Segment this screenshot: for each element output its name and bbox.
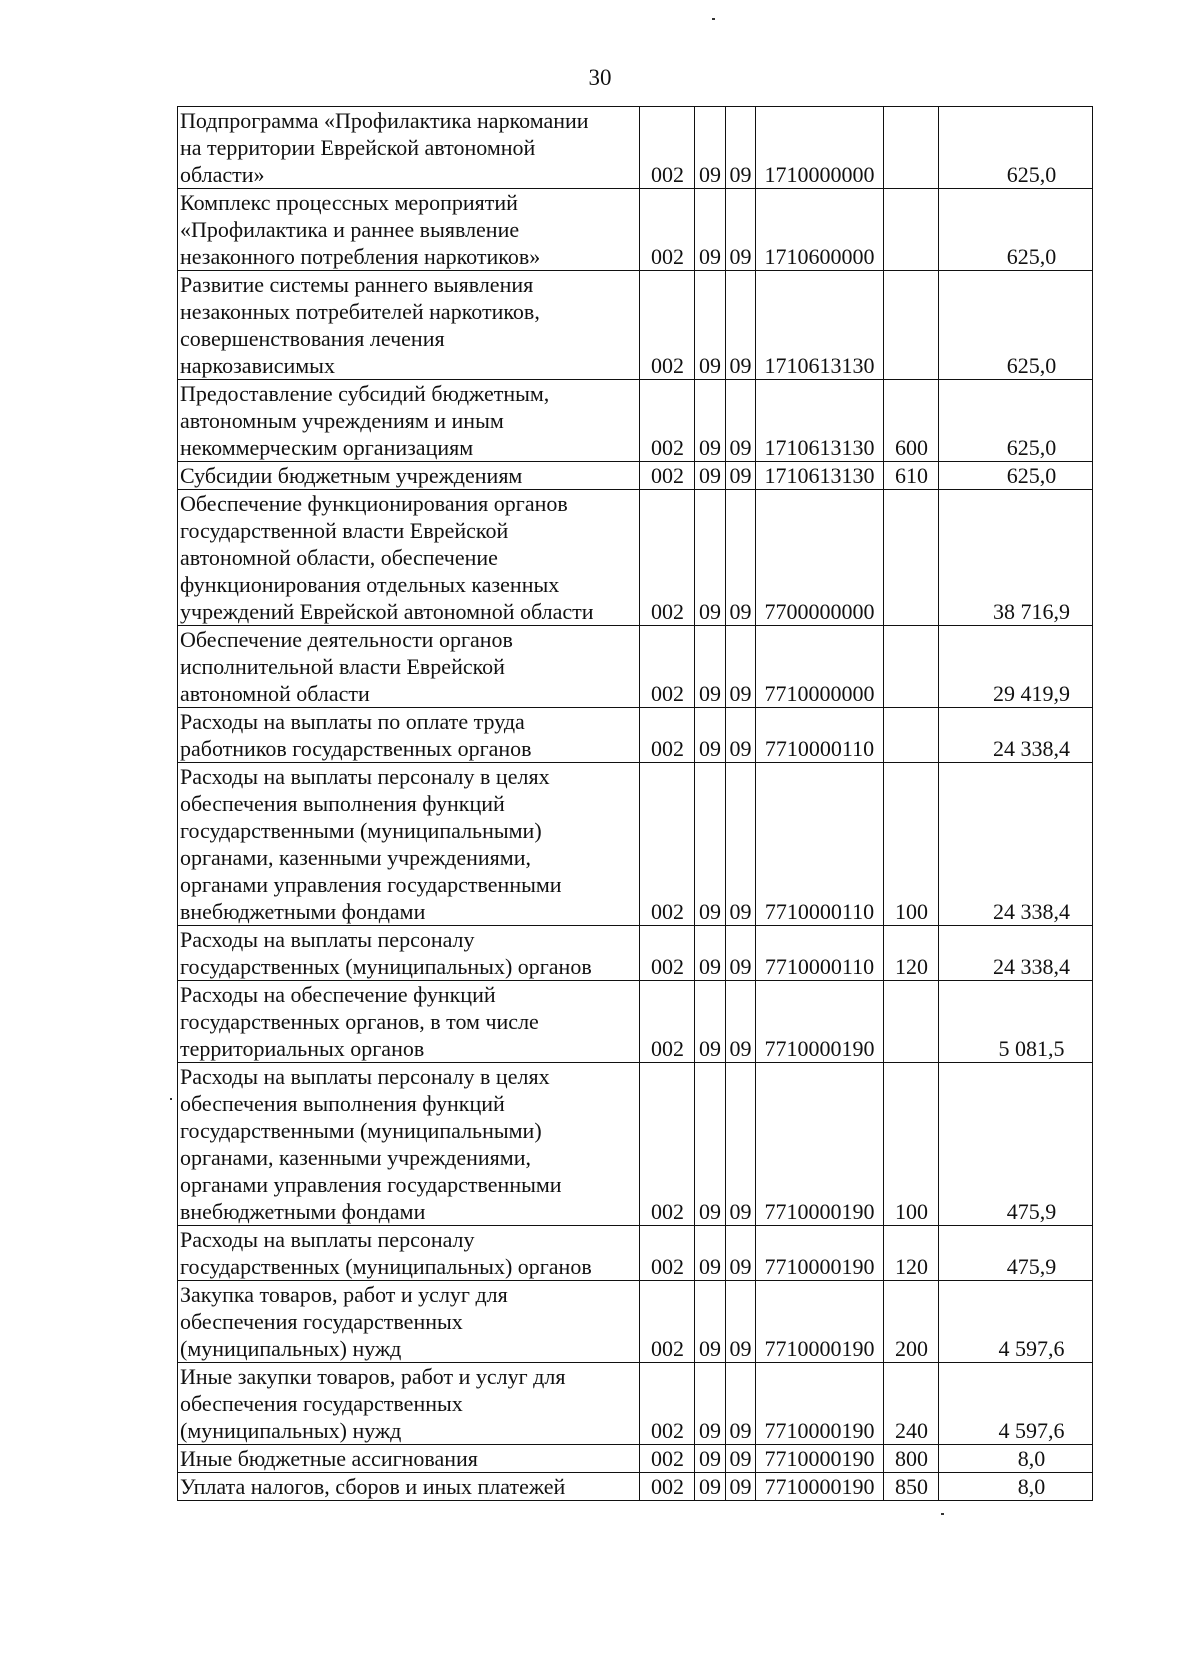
cell-subsection: 09 bbox=[726, 763, 756, 926]
cell-org-code: 002 bbox=[640, 926, 695, 981]
cell-amount: 475,9 bbox=[939, 1063, 1093, 1226]
name-line: обеспечения государственных bbox=[180, 1391, 463, 1416]
cell-expense-type: 850 bbox=[884, 1473, 939, 1501]
cell-target-article: 1710613130 bbox=[756, 380, 884, 462]
cell-amount: 38 716,9 bbox=[939, 490, 1093, 626]
cell-amount: 625,0 bbox=[939, 380, 1093, 462]
cell-name bbox=[178, 763, 640, 926]
table-row bbox=[178, 1226, 1093, 1281]
cell-org-code: 002 bbox=[640, 1363, 695, 1445]
cell-org-code: 002 bbox=[640, 107, 695, 189]
cell-name bbox=[178, 189, 640, 271]
cell-amount: 24 338,4 bbox=[939, 926, 1093, 981]
name-line: обеспечения выполнения функций bbox=[180, 1091, 505, 1116]
table-row bbox=[178, 462, 1093, 490]
cell-org-code: 002 bbox=[640, 490, 695, 626]
cell-section: 09 bbox=[695, 1063, 726, 1226]
name-line: Обеспечение деятельности органов bbox=[180, 627, 513, 652]
name-line: Развитие системы раннего выявления bbox=[180, 272, 534, 297]
cell-amount: 625,0 bbox=[939, 107, 1093, 189]
cell-expense-type: 100 bbox=[884, 1063, 939, 1226]
cell-section: 09 bbox=[695, 981, 726, 1063]
table-row bbox=[178, 1473, 1093, 1501]
cell-target-article: 7710000190 bbox=[756, 1063, 884, 1226]
table-body bbox=[178, 107, 1093, 1501]
cell-amount: 29 419,9 bbox=[939, 626, 1093, 708]
cell-target-article: 7710000110 bbox=[756, 763, 884, 926]
cell-section: 09 bbox=[695, 1445, 726, 1473]
cell-org-code: 002 bbox=[640, 380, 695, 462]
table-row bbox=[178, 1063, 1093, 1226]
cell-name bbox=[178, 1226, 640, 1281]
name-line: государственными (муниципальными) bbox=[180, 818, 542, 843]
cell-name bbox=[178, 1363, 640, 1445]
cell-section: 09 bbox=[695, 490, 726, 626]
page-number: 30 bbox=[588, 65, 612, 90]
cell-section: 09 bbox=[695, 271, 726, 380]
table-row bbox=[178, 708, 1093, 763]
cell-amount: 24 338,4 bbox=[939, 763, 1093, 926]
cell-name bbox=[178, 1281, 640, 1363]
cell-expense-type bbox=[884, 981, 939, 1063]
cell-expense-type: 100 bbox=[884, 763, 939, 926]
name-line: автономной области, обеспечение bbox=[180, 545, 498, 570]
scan-speck bbox=[941, 1513, 944, 1515]
name-line: обеспечения государственных bbox=[180, 1309, 463, 1334]
table-row bbox=[178, 490, 1093, 626]
cell-name bbox=[178, 380, 640, 462]
name-line: Расходы на выплаты персоналу в целях bbox=[180, 764, 550, 789]
cell-org-code: 002 bbox=[640, 708, 695, 763]
cell-subsection: 09 bbox=[726, 107, 756, 189]
table-row bbox=[178, 1363, 1093, 1445]
cell-name bbox=[178, 926, 640, 981]
name-line: внебюджетными фондами bbox=[180, 1199, 426, 1224]
cell-expense-type bbox=[884, 490, 939, 626]
cell-org-code: 002 bbox=[640, 1281, 695, 1363]
name-line: Предоставление субсидий бюджетным, bbox=[180, 381, 550, 406]
name-line: функционирования отдельных казенных bbox=[180, 572, 560, 597]
cell-subsection: 09 bbox=[726, 1473, 756, 1501]
cell-org-code: 002 bbox=[640, 1473, 695, 1501]
cell-target-article: 7700000000 bbox=[756, 490, 884, 626]
cell-subsection: 09 bbox=[726, 462, 756, 490]
cell-expense-type: 120 bbox=[884, 926, 939, 981]
table-row bbox=[178, 981, 1093, 1063]
cell-amount: 5 081,5 bbox=[939, 981, 1093, 1063]
name-line: исполнительной власти Еврейской bbox=[180, 654, 505, 679]
name-line: территориальных органов bbox=[180, 1036, 425, 1061]
name-line: незаконных потребителей наркотиков, bbox=[180, 299, 540, 324]
cell-expense-type bbox=[884, 271, 939, 380]
cell-expense-type bbox=[884, 107, 939, 189]
cell-target-article: 7710000190 bbox=[756, 1226, 884, 1281]
name-line: (муниципальных) нужд bbox=[180, 1336, 402, 1361]
cell-target-article: 7710000190 bbox=[756, 981, 884, 1063]
cell-target-article: 1710000000 bbox=[756, 107, 884, 189]
scan-speck bbox=[712, 18, 715, 20]
cell-org-code: 002 bbox=[640, 462, 695, 490]
cell-amount: 625,0 bbox=[939, 462, 1093, 490]
name-line: «Профилактика и раннее выявление bbox=[180, 217, 520, 242]
name-line: автономным учреждениям и иным bbox=[180, 408, 504, 433]
cell-amount: 475,9 bbox=[939, 1226, 1093, 1281]
cell-subsection: 09 bbox=[726, 1226, 756, 1281]
cell-subsection: 09 bbox=[726, 626, 756, 708]
cell-amount: 4 597,6 bbox=[939, 1363, 1093, 1445]
cell-expense-type: 200 bbox=[884, 1281, 939, 1363]
cell-section: 09 bbox=[695, 926, 726, 981]
cell-amount: 625,0 bbox=[939, 189, 1093, 271]
cell-target-article: 7710000190 bbox=[756, 1363, 884, 1445]
name-line: Подпрограмма «Профилактика наркомании bbox=[180, 108, 589, 133]
cell-org-code: 002 bbox=[640, 271, 695, 380]
cell-org-code: 002 bbox=[640, 1063, 695, 1226]
name-line: совершенствования лечения bbox=[180, 326, 445, 351]
table-row bbox=[178, 380, 1093, 462]
name-line: автономной области bbox=[180, 681, 370, 706]
cell-target-article: 1710613130 bbox=[756, 462, 884, 490]
cell-amount: 4 597,6 bbox=[939, 1281, 1093, 1363]
cell-subsection: 09 bbox=[726, 708, 756, 763]
cell-target-article: 1710600000 bbox=[756, 189, 884, 271]
cell-subsection: 09 bbox=[726, 271, 756, 380]
name-line: (муниципальных) нужд bbox=[180, 1418, 402, 1443]
name-line: Закупка товаров, работ и услуг для bbox=[180, 1282, 508, 1307]
name-line: Расходы на выплаты персоналу в целях bbox=[180, 1064, 550, 1089]
name-line: Расходы на выплаты персоналу bbox=[180, 1227, 475, 1252]
budget-table bbox=[177, 106, 1093, 1501]
name-line: Расходы на выплаты персоналу bbox=[180, 927, 475, 952]
name-line: органами, казенными учреждениями, bbox=[180, 845, 531, 870]
cell-name bbox=[178, 981, 640, 1063]
cell-org-code: 002 bbox=[640, 981, 695, 1063]
cell-section: 09 bbox=[695, 1226, 726, 1281]
name-line: органами, казенными учреждениями, bbox=[180, 1145, 531, 1170]
cell-target-article: 7710000110 bbox=[756, 926, 884, 981]
cell-target-article: 7710000110 bbox=[756, 708, 884, 763]
name-line: некоммерческим организациям bbox=[180, 435, 474, 460]
cell-name bbox=[178, 462, 640, 490]
scan-speck bbox=[170, 1098, 172, 1100]
cell-amount: 8,0 bbox=[939, 1445, 1093, 1473]
cell-subsection: 09 bbox=[726, 490, 756, 626]
cell-expense-type: 600 bbox=[884, 380, 939, 462]
cell-subsection: 09 bbox=[726, 189, 756, 271]
cell-section: 09 bbox=[695, 1473, 726, 1501]
cell-expense-type: 240 bbox=[884, 1363, 939, 1445]
name-line: области» bbox=[180, 162, 265, 187]
cell-name bbox=[178, 1445, 640, 1473]
cell-org-code: 002 bbox=[640, 189, 695, 271]
name-line: Уплата налогов, сборов и иных платежей bbox=[180, 1474, 566, 1499]
name-line: учреждений Еврейской автономной области bbox=[180, 599, 594, 624]
name-line: государственной власти Еврейской bbox=[180, 518, 509, 543]
cell-name bbox=[178, 271, 640, 380]
cell-target-article: 1710613130 bbox=[756, 271, 884, 380]
cell-org-code: 002 bbox=[640, 1445, 695, 1473]
cell-expense-type bbox=[884, 189, 939, 271]
table-row bbox=[178, 189, 1093, 271]
name-line: обеспечения выполнения функций bbox=[180, 791, 505, 816]
name-line: незаконного потребления наркотиков» bbox=[180, 244, 541, 269]
name-line: Иные закупки товаров, работ и услуг для bbox=[180, 1364, 566, 1389]
cell-section: 09 bbox=[695, 107, 726, 189]
cell-org-code: 002 bbox=[640, 763, 695, 926]
cell-section: 09 bbox=[695, 626, 726, 708]
cell-name bbox=[178, 107, 640, 189]
name-line: наркозависимых bbox=[180, 353, 335, 378]
cell-org-code: 002 bbox=[640, 1226, 695, 1281]
name-line: работников государственных органов bbox=[180, 736, 532, 761]
cell-subsection: 09 bbox=[726, 1063, 756, 1226]
name-line: Обеспечение функционирования органов bbox=[180, 491, 568, 516]
cell-name bbox=[178, 708, 640, 763]
cell-section: 09 bbox=[695, 189, 726, 271]
cell-target-article: 7710000190 bbox=[756, 1445, 884, 1473]
name-line: Иные бюджетные ассигнования bbox=[180, 1446, 478, 1471]
table-row bbox=[178, 271, 1093, 380]
name-line: государственных (муниципальных) органов bbox=[180, 954, 592, 979]
cell-subsection: 09 bbox=[726, 926, 756, 981]
cell-amount: 24 338,4 bbox=[939, 708, 1093, 763]
cell-org-code: 002 bbox=[640, 626, 695, 708]
cell-section: 09 bbox=[695, 763, 726, 926]
name-line: Субсидии бюджетным учреждениям bbox=[180, 463, 523, 488]
name-line: Расходы на обеспечение функций bbox=[180, 982, 496, 1007]
cell-expense-type bbox=[884, 708, 939, 763]
table-row bbox=[178, 626, 1093, 708]
name-line: Комплекс процессных мероприятий bbox=[180, 190, 518, 215]
cell-subsection: 09 bbox=[726, 1281, 756, 1363]
name-line: государственными (муниципальными) bbox=[180, 1118, 542, 1143]
cell-name bbox=[178, 626, 640, 708]
cell-expense-type: 800 bbox=[884, 1445, 939, 1473]
cell-expense-type: 610 bbox=[884, 462, 939, 490]
name-line: Расходы на выплаты по оплате труда bbox=[180, 709, 525, 734]
cell-subsection: 09 bbox=[726, 1445, 756, 1473]
cell-expense-type: 120 bbox=[884, 1226, 939, 1281]
cell-name bbox=[178, 1063, 640, 1226]
cell-section: 09 bbox=[695, 1281, 726, 1363]
table-row bbox=[178, 107, 1093, 189]
cell-subsection: 09 bbox=[726, 981, 756, 1063]
cell-section: 09 bbox=[695, 462, 726, 490]
cell-expense-type bbox=[884, 626, 939, 708]
cell-target-article: 7710000000 bbox=[756, 626, 884, 708]
cell-name bbox=[178, 490, 640, 626]
name-line: внебюджетными фондами bbox=[180, 899, 426, 924]
cell-target-article: 7710000190 bbox=[756, 1281, 884, 1363]
table-row bbox=[178, 763, 1093, 926]
cell-amount: 625,0 bbox=[939, 271, 1093, 380]
name-line: на территории Еврейской автономной bbox=[180, 135, 536, 160]
cell-subsection: 09 bbox=[726, 1363, 756, 1445]
name-line: государственных (муниципальных) органов bbox=[180, 1254, 592, 1279]
table-row bbox=[178, 1281, 1093, 1363]
cell-subsection: 09 bbox=[726, 380, 756, 462]
table-row bbox=[178, 1445, 1093, 1473]
cell-section: 09 bbox=[695, 380, 726, 462]
cell-target-article: 7710000190 bbox=[756, 1473, 884, 1501]
name-line: государственных органов, в том числе bbox=[180, 1009, 539, 1034]
cell-amount: 8,0 bbox=[939, 1473, 1093, 1501]
cell-name bbox=[178, 1473, 640, 1501]
name-line: органами управления государственными bbox=[180, 872, 562, 897]
name-line: органами управления государственными bbox=[180, 1172, 562, 1197]
table-row bbox=[178, 926, 1093, 981]
cell-section: 09 bbox=[695, 1363, 726, 1445]
cell-section: 09 bbox=[695, 708, 726, 763]
